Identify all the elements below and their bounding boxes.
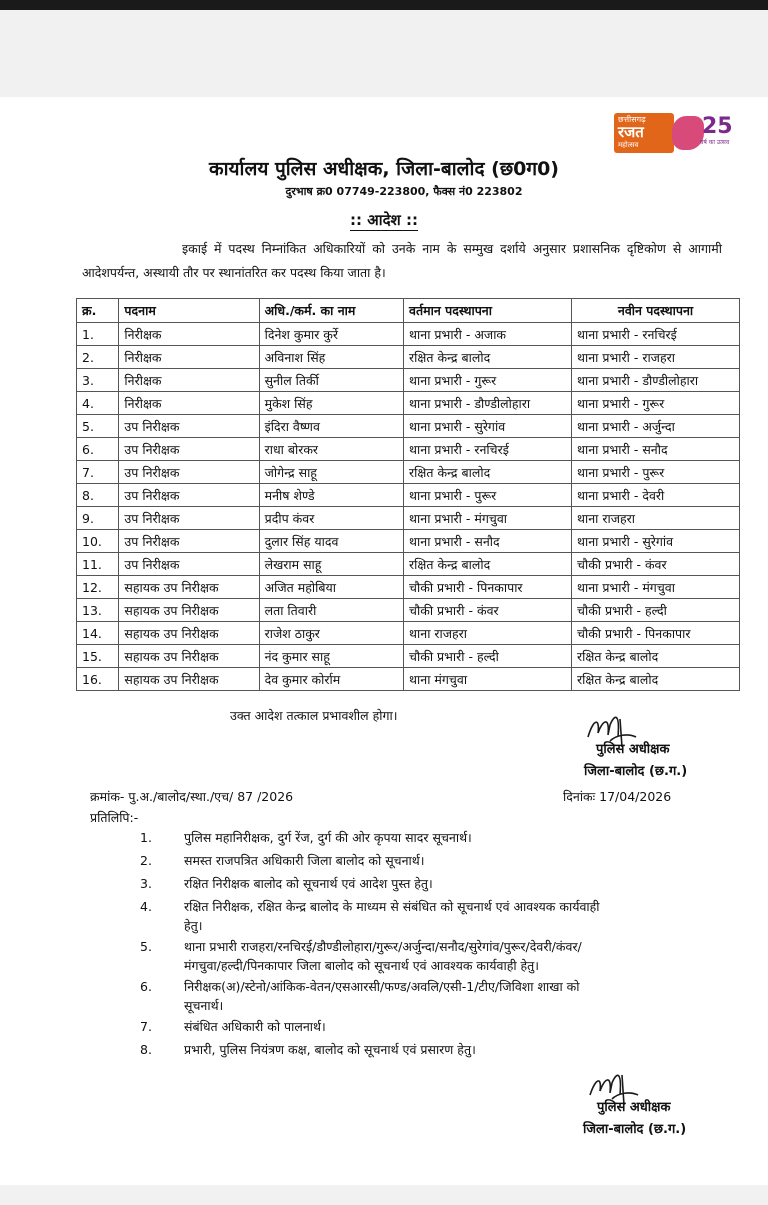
- table-row: [77, 599, 740, 622]
- cell-designation: सहायक उप निरीक्षक: [119, 668, 259, 691]
- table-row: [77, 461, 740, 484]
- signature-place-2: जिला-बालोद (छ.ग.): [583, 1122, 687, 1137]
- cell-current-posting: थाना प्रभारी - गुरूर: [404, 369, 572, 392]
- office-title: कार्यालय पुलिस अधीक्षक, जिला-बालोद (छ0ग0): [208, 158, 559, 180]
- cell-serial: 6.: [77, 438, 119, 461]
- cell-current-posting: थाना मंगचुवा: [404, 668, 572, 691]
- table-row: [77, 645, 740, 668]
- signature-title-2: पुलिस अधीक्षक: [597, 1100, 671, 1115]
- cell-designation: उप निरीक्षक: [119, 507, 259, 530]
- cell-new-posting: थाना प्रभारी - राजहरा: [572, 346, 740, 369]
- cell-officer-name: अजित महोबिया: [259, 576, 403, 599]
- cell-new-posting: थाना प्रभारी - सुरेगांव: [572, 530, 740, 553]
- cell-officer-name: लता तिवारी: [259, 599, 403, 622]
- table-row: [77, 323, 740, 346]
- cell-officer-name: प्रदीप कंवर: [259, 507, 403, 530]
- cell-officer-name: दुलार सिंह यादव: [259, 530, 403, 553]
- cell-current-posting: थाना प्रभारी - पुरूर: [404, 484, 572, 507]
- table-row: [77, 530, 740, 553]
- cell-serial: 11.: [77, 553, 119, 576]
- copy-item-number: 1.: [140, 830, 152, 845]
- cell-current-posting: थाना प्रभारी - अजाक: [404, 323, 572, 346]
- copy-item-number: 5.: [140, 939, 152, 954]
- cell-designation: उप निरीक्षक: [119, 484, 259, 507]
- cell-designation: सहायक उप निरीक्षक: [119, 599, 259, 622]
- cell-serial: 1.: [77, 323, 119, 346]
- table-row: [77, 484, 740, 507]
- cell-current-posting: चौकी प्रभारी - पिनकापार: [404, 576, 572, 599]
- cell-serial: 7.: [77, 461, 119, 484]
- cell-designation: सहायक उप निरीक्षक: [119, 576, 259, 599]
- copy-item-text: पुलिस महानिरीक्षक, दुर्ग रेंज, दुर्ग की ओर कृपया सादर सूचनार्थ।: [184, 830, 472, 845]
- cell-designation: उप निरीक्षक: [119, 530, 259, 553]
- cell-officer-name: लेखराम साहू: [259, 553, 403, 576]
- copy-item-text: रक्षित निरीक्षक, रक्षित केन्द्र बालोद के माध्यम से संबंधित को सूचनार्थ एवं आवश्यक कार्यवाही: [184, 899, 600, 914]
- cell-serial: 15.: [77, 645, 119, 668]
- cell-serial: 3.: [77, 369, 119, 392]
- cell-officer-name: राजेश ठाकुर: [259, 622, 403, 645]
- copy-item-number: 6.: [140, 979, 152, 994]
- cell-designation: उप निरीक्षक: [119, 553, 259, 576]
- cell-new-posting: चौकी प्रभारी - पिनकापार: [572, 622, 740, 645]
- header-officer-name: अधि./कर्म. का नाम: [259, 299, 403, 323]
- cell-current-posting: चौकी प्रभारी - कंवर: [404, 599, 572, 622]
- logo-badge: [614, 113, 674, 153]
- logo-word: रजत: [618, 123, 644, 141]
- cell-current-posting: चौकी प्रभारी - हल्दी: [404, 645, 572, 668]
- header-new-posting: नवीन पदस्थापना: [572, 299, 740, 323]
- cell-new-posting: थाना प्रभारी - गुरूर: [572, 392, 740, 415]
- table-row: [77, 668, 740, 691]
- table-header-row: [77, 299, 740, 323]
- table-row: [77, 415, 740, 438]
- copy-item-text: निरीक्षक(अ)/स्टेनो/आंकिक-वेतन/एसआरसी/फण्ड/अवलि/एसी-1/टीए/जिविशा शाखा को: [184, 979, 580, 994]
- cell-current-posting: रक्षित केन्द्र बालोद: [404, 461, 572, 484]
- cell-designation: उप निरीक्षक: [119, 438, 259, 461]
- header-serial: क्र.: [77, 299, 119, 323]
- cell-designation: सहायक उप निरीक्षक: [119, 622, 259, 645]
- cell-new-posting: चौकी प्रभारी - हल्दी: [572, 599, 740, 622]
- cell-designation: निरीक्षक: [119, 346, 259, 369]
- cell-serial: 10.: [77, 530, 119, 553]
- cell-officer-name: अविनाश सिंह: [259, 346, 403, 369]
- contact-line: दुरभाष क्र0 07749-223800, फैक्स नं0 223802: [285, 185, 523, 198]
- cell-current-posting: थाना प्रभारी - सुरेगांव: [404, 415, 572, 438]
- cell-new-posting: थाना प्रभारी - मंगचुवा: [572, 576, 740, 599]
- header-designation: पदनाम: [119, 299, 259, 323]
- logo-line3: महोत्सव: [618, 141, 639, 149]
- cell-new-posting: थाना प्रभारी - अर्जुन्दा: [572, 415, 740, 438]
- copy-item-text: मंगचुवा/हल्दी/पिनकापार जिला बालोद को सूचनार्थ एवं आवश्यक कार्यवाही हेतु।: [184, 958, 540, 973]
- cell-designation: उप निरीक्षक: [119, 415, 259, 438]
- cell-serial: 16.: [77, 668, 119, 691]
- cell-designation: सहायक उप निरीक्षक: [119, 645, 259, 668]
- cell-current-posting: थाना प्रभारी - डौण्डीलोहारा: [404, 392, 572, 415]
- copy-item-text: संबंधित अधिकारी को पालनार्थ।: [184, 1019, 326, 1034]
- header-current-posting: वर्तमान पदस्थापना: [404, 299, 572, 323]
- copy-item-number: 7.: [140, 1019, 152, 1034]
- copy-item-text: थाना प्रभारी राजहरा/रनचिरई/डौण्डीलोहारा/गुरूर/अर्जुन्दा/सनौद/सुरेगांव/पुरूर/देवरी/कंवर/: [184, 939, 582, 954]
- logo-small-text: वर्ष का उत्सव: [700, 139, 730, 146]
- cell-new-posting: थाना प्रभारी - सनौद: [572, 438, 740, 461]
- cell-designation: निरीक्षक: [119, 369, 259, 392]
- table-row: [77, 553, 740, 576]
- table-body: [77, 323, 740, 691]
- cell-serial: 5.: [77, 415, 119, 438]
- cell-serial: 12.: [77, 576, 119, 599]
- cell-serial: 14.: [77, 622, 119, 645]
- table-row: [77, 576, 740, 599]
- cell-new-posting: थाना प्रभारी - पुरूर: [572, 461, 740, 484]
- cell-current-posting: रक्षित केन्द्र बालोद: [404, 346, 572, 369]
- copy-item-number: 8.: [140, 1042, 152, 1057]
- cell-new-posting: चौकी प्रभारी - कंवर: [572, 553, 740, 576]
- cell-officer-name: जोगेन्द्र साहू: [259, 461, 403, 484]
- copy-item-number: 3.: [140, 876, 152, 891]
- signature-place-1: जिला-बालोद (छ.ग.): [584, 764, 688, 779]
- copy-item-text: प्रभारी, पुलिस नियंत्रण कक्ष, बालोद को सूचनार्थ एवं प्रसारण हेतु।: [184, 1042, 476, 1057]
- cell-current-posting: थाना प्रभारी - मंगचुवा: [404, 507, 572, 530]
- cell-serial: 8.: [77, 484, 119, 507]
- cell-serial: 2.: [77, 346, 119, 369]
- transfer-table: [76, 298, 740, 691]
- cell-officer-name: देव कुमार कोर्राम: [259, 668, 403, 691]
- copy-item-text: हेतु।: [184, 918, 203, 933]
- intro-paragraph: इकाई में पदस्थ निम्नांकित अधिकारियों को उनके नाम के सम्मुख दर्शाये अनुसार प्रशासनिक दृष्टिकोण से आगामी आदेशपर्यन्त, अस्थायी तौर पर स्थानांतरित कर पदस्थ किया जाता है।: [82, 241, 722, 280]
- copy-heading: प्रतिलिपि:-: [90, 810, 139, 825]
- order-title: [0, 210, 768, 230]
- cell-designation: निरीक्षक: [119, 392, 259, 415]
- logo-number: 25: [702, 114, 733, 139]
- cell-officer-name: मुकेश सिंह: [259, 392, 403, 415]
- copy-item-text: रक्षित निरीक्षक बालोद को सूचनार्थ एवं आदेश पुस्त हेतु।: [184, 876, 433, 891]
- top-status-bar: [0, 0, 768, 10]
- table-row: [77, 346, 740, 369]
- cell-new-posting: रक्षित केन्द्र बालोद: [572, 645, 740, 668]
- table-row: [77, 507, 740, 530]
- cell-new-posting: थाना प्रभारी - डौण्डीलोहारा: [572, 369, 740, 392]
- cell-serial: 13.: [77, 599, 119, 622]
- logo-line1: छत्तीसगढ़: [618, 115, 646, 124]
- order-title-text: :: आदेश ::: [350, 211, 418, 229]
- table-row: [77, 438, 740, 461]
- cell-current-posting: थाना राजहरा: [404, 622, 572, 645]
- table-row: [77, 392, 740, 415]
- reference-date: दिनांकः 17/04/2026: [563, 789, 672, 804]
- copy-item-text: समस्त राजपत्रित अधिकारी जिला बालोद को सूचनार्थ।: [184, 853, 425, 868]
- cell-current-posting: थाना प्रभारी - रनचिरई: [404, 438, 572, 461]
- cell-officer-name: नंद कुमार साहू: [259, 645, 403, 668]
- copy-item-number: 2.: [140, 853, 152, 868]
- table-row: [77, 622, 740, 645]
- signature-title-1: पुलिस अधीक्षक: [596, 742, 670, 757]
- cell-new-posting: थाना प्रभारी - देवरी: [572, 484, 740, 507]
- cell-officer-name: इंदिरा वैष्णव: [259, 415, 403, 438]
- cell-officer-name: राधा बोरकर: [259, 438, 403, 461]
- copy-item-number: 4.: [140, 899, 152, 914]
- cell-current-posting: थाना प्रभारी - सनौद: [404, 530, 572, 553]
- cell-current-posting: रक्षित केन्द्र बालोद: [404, 553, 572, 576]
- bottom-bar: [0, 1185, 768, 1205]
- cell-serial: 9.: [77, 507, 119, 530]
- cell-officer-name: मनीष शेण्डे: [259, 484, 403, 507]
- table-row: [77, 369, 740, 392]
- effect-statement: उक्त आदेश तत्काल प्रभावशील होगा।: [230, 708, 398, 723]
- cell-new-posting: रक्षित केन्द्र बालोद: [572, 668, 740, 691]
- cell-officer-name: दिनेश कुमार कुर्रे: [259, 323, 403, 346]
- cell-officer-name: सुनील तिर्की: [259, 369, 403, 392]
- reference-number: क्रमांक- पु.अ./बालोद/स्था./एच/ 87 /2026: [90, 789, 294, 804]
- rajat-mahotsav-logo: [614, 113, 736, 153]
- document-page: [0, 97, 768, 1185]
- copy-item-text: सूचनार्थ।: [184, 998, 224, 1013]
- cell-designation: निरीक्षक: [119, 323, 259, 346]
- cell-serial: 4.: [77, 392, 119, 415]
- cell-new-posting: थाना राजहरा: [572, 507, 740, 530]
- cell-designation: उप निरीक्षक: [119, 461, 259, 484]
- cell-new-posting: थाना प्रभारी - रनचिरई: [572, 323, 740, 346]
